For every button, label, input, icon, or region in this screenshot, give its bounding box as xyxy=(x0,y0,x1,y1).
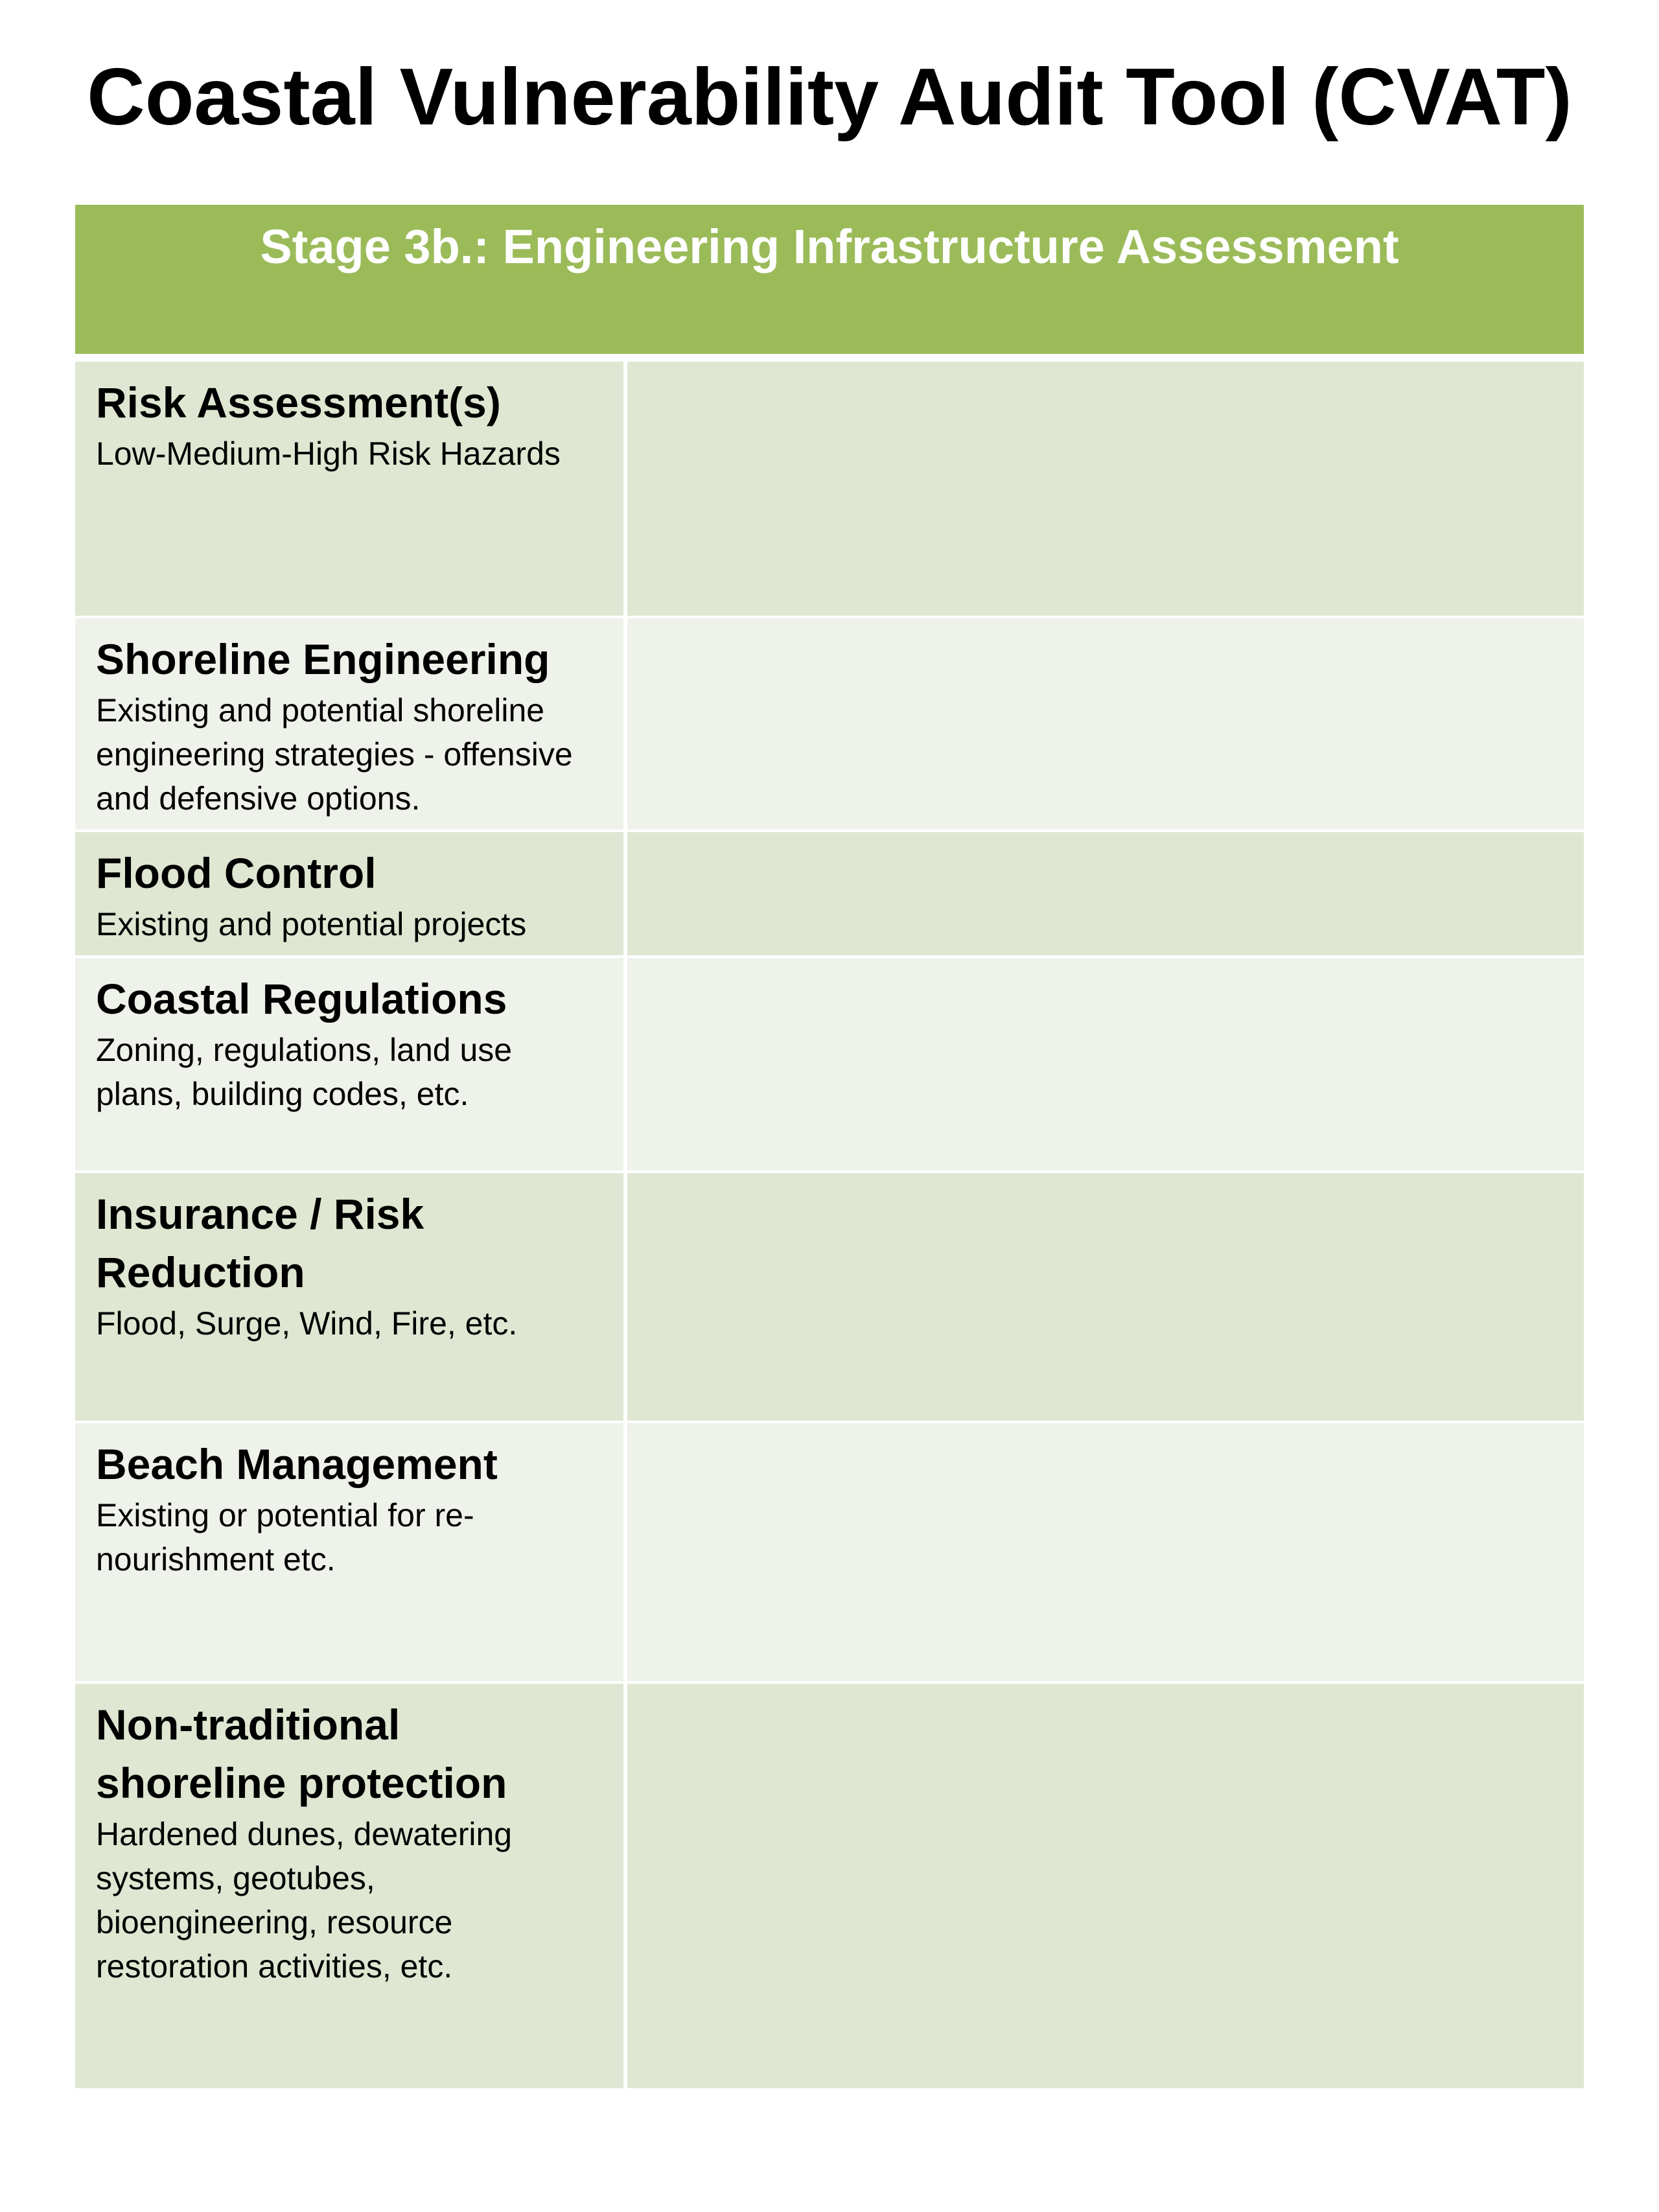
row-title: Flood Control xyxy=(96,849,377,897)
row-label-cell xyxy=(75,1423,627,1681)
row-value-cell[interactable] xyxy=(627,1423,1584,1681)
row-description: Flood, Surge, Wind, Fire, etc. xyxy=(96,1305,518,1342)
table-row-flood-control xyxy=(75,832,1584,958)
row-label-cell xyxy=(75,618,627,830)
row-label-cell xyxy=(75,1173,627,1421)
row-description: Hardened dunes, dewatering systems, geotubes, bioengineering, resource restoration activities, etc. xyxy=(96,1816,513,1985)
table-row-non-traditional-protection xyxy=(75,1684,1584,2091)
row-label-cell xyxy=(75,958,627,1170)
row-description: Existing and potential shoreline engineering strategies - offensive and defensive options. xyxy=(96,692,573,817)
table-row-coastal-regulations xyxy=(75,958,1584,1173)
stage-header: Stage 3b.: Engineering Infrastructure Assessment xyxy=(75,205,1584,362)
row-value-cell[interactable] xyxy=(627,1684,1584,2088)
row-label-cell xyxy=(75,1684,627,2088)
row-value-cell[interactable] xyxy=(627,958,1584,1170)
table-row-beach-management xyxy=(75,1423,1584,1684)
row-title: Non-traditional shoreline protection xyxy=(96,1701,507,1807)
row-title: Insurance / Risk Reduction xyxy=(96,1190,424,1296)
page-title: Coastal Vulnerability Audit Tool (CVAT) xyxy=(87,52,1572,142)
row-label-cell xyxy=(75,362,627,616)
assessment-table xyxy=(75,205,1584,2091)
table-row-risk-assessment xyxy=(75,362,1584,618)
row-label-cell xyxy=(75,832,627,955)
row-description: Existing or potential for re- nourishment etc. xyxy=(96,1497,474,1578)
row-value-cell[interactable] xyxy=(627,832,1584,955)
table-row-shoreline-engineering xyxy=(75,618,1584,832)
row-description: Zoning, regulations, land use plans, building codes, etc. xyxy=(96,1032,513,1112)
row-title: Shoreline Engineering xyxy=(96,635,550,683)
row-value-cell[interactable] xyxy=(627,618,1584,830)
table-row-insurance-risk-reduction xyxy=(75,1173,1584,1423)
row-value-cell[interactable] xyxy=(627,362,1584,616)
row-description: Low-Medium-High Risk Hazards xyxy=(96,436,561,472)
row-title: Beach Management xyxy=(96,1440,498,1488)
row-title: Coastal Regulations xyxy=(96,975,507,1023)
row-value-cell[interactable] xyxy=(627,1173,1584,1421)
row-description: Existing and potential projects xyxy=(96,906,527,942)
row-title: Risk Assessment(s) xyxy=(96,378,501,426)
